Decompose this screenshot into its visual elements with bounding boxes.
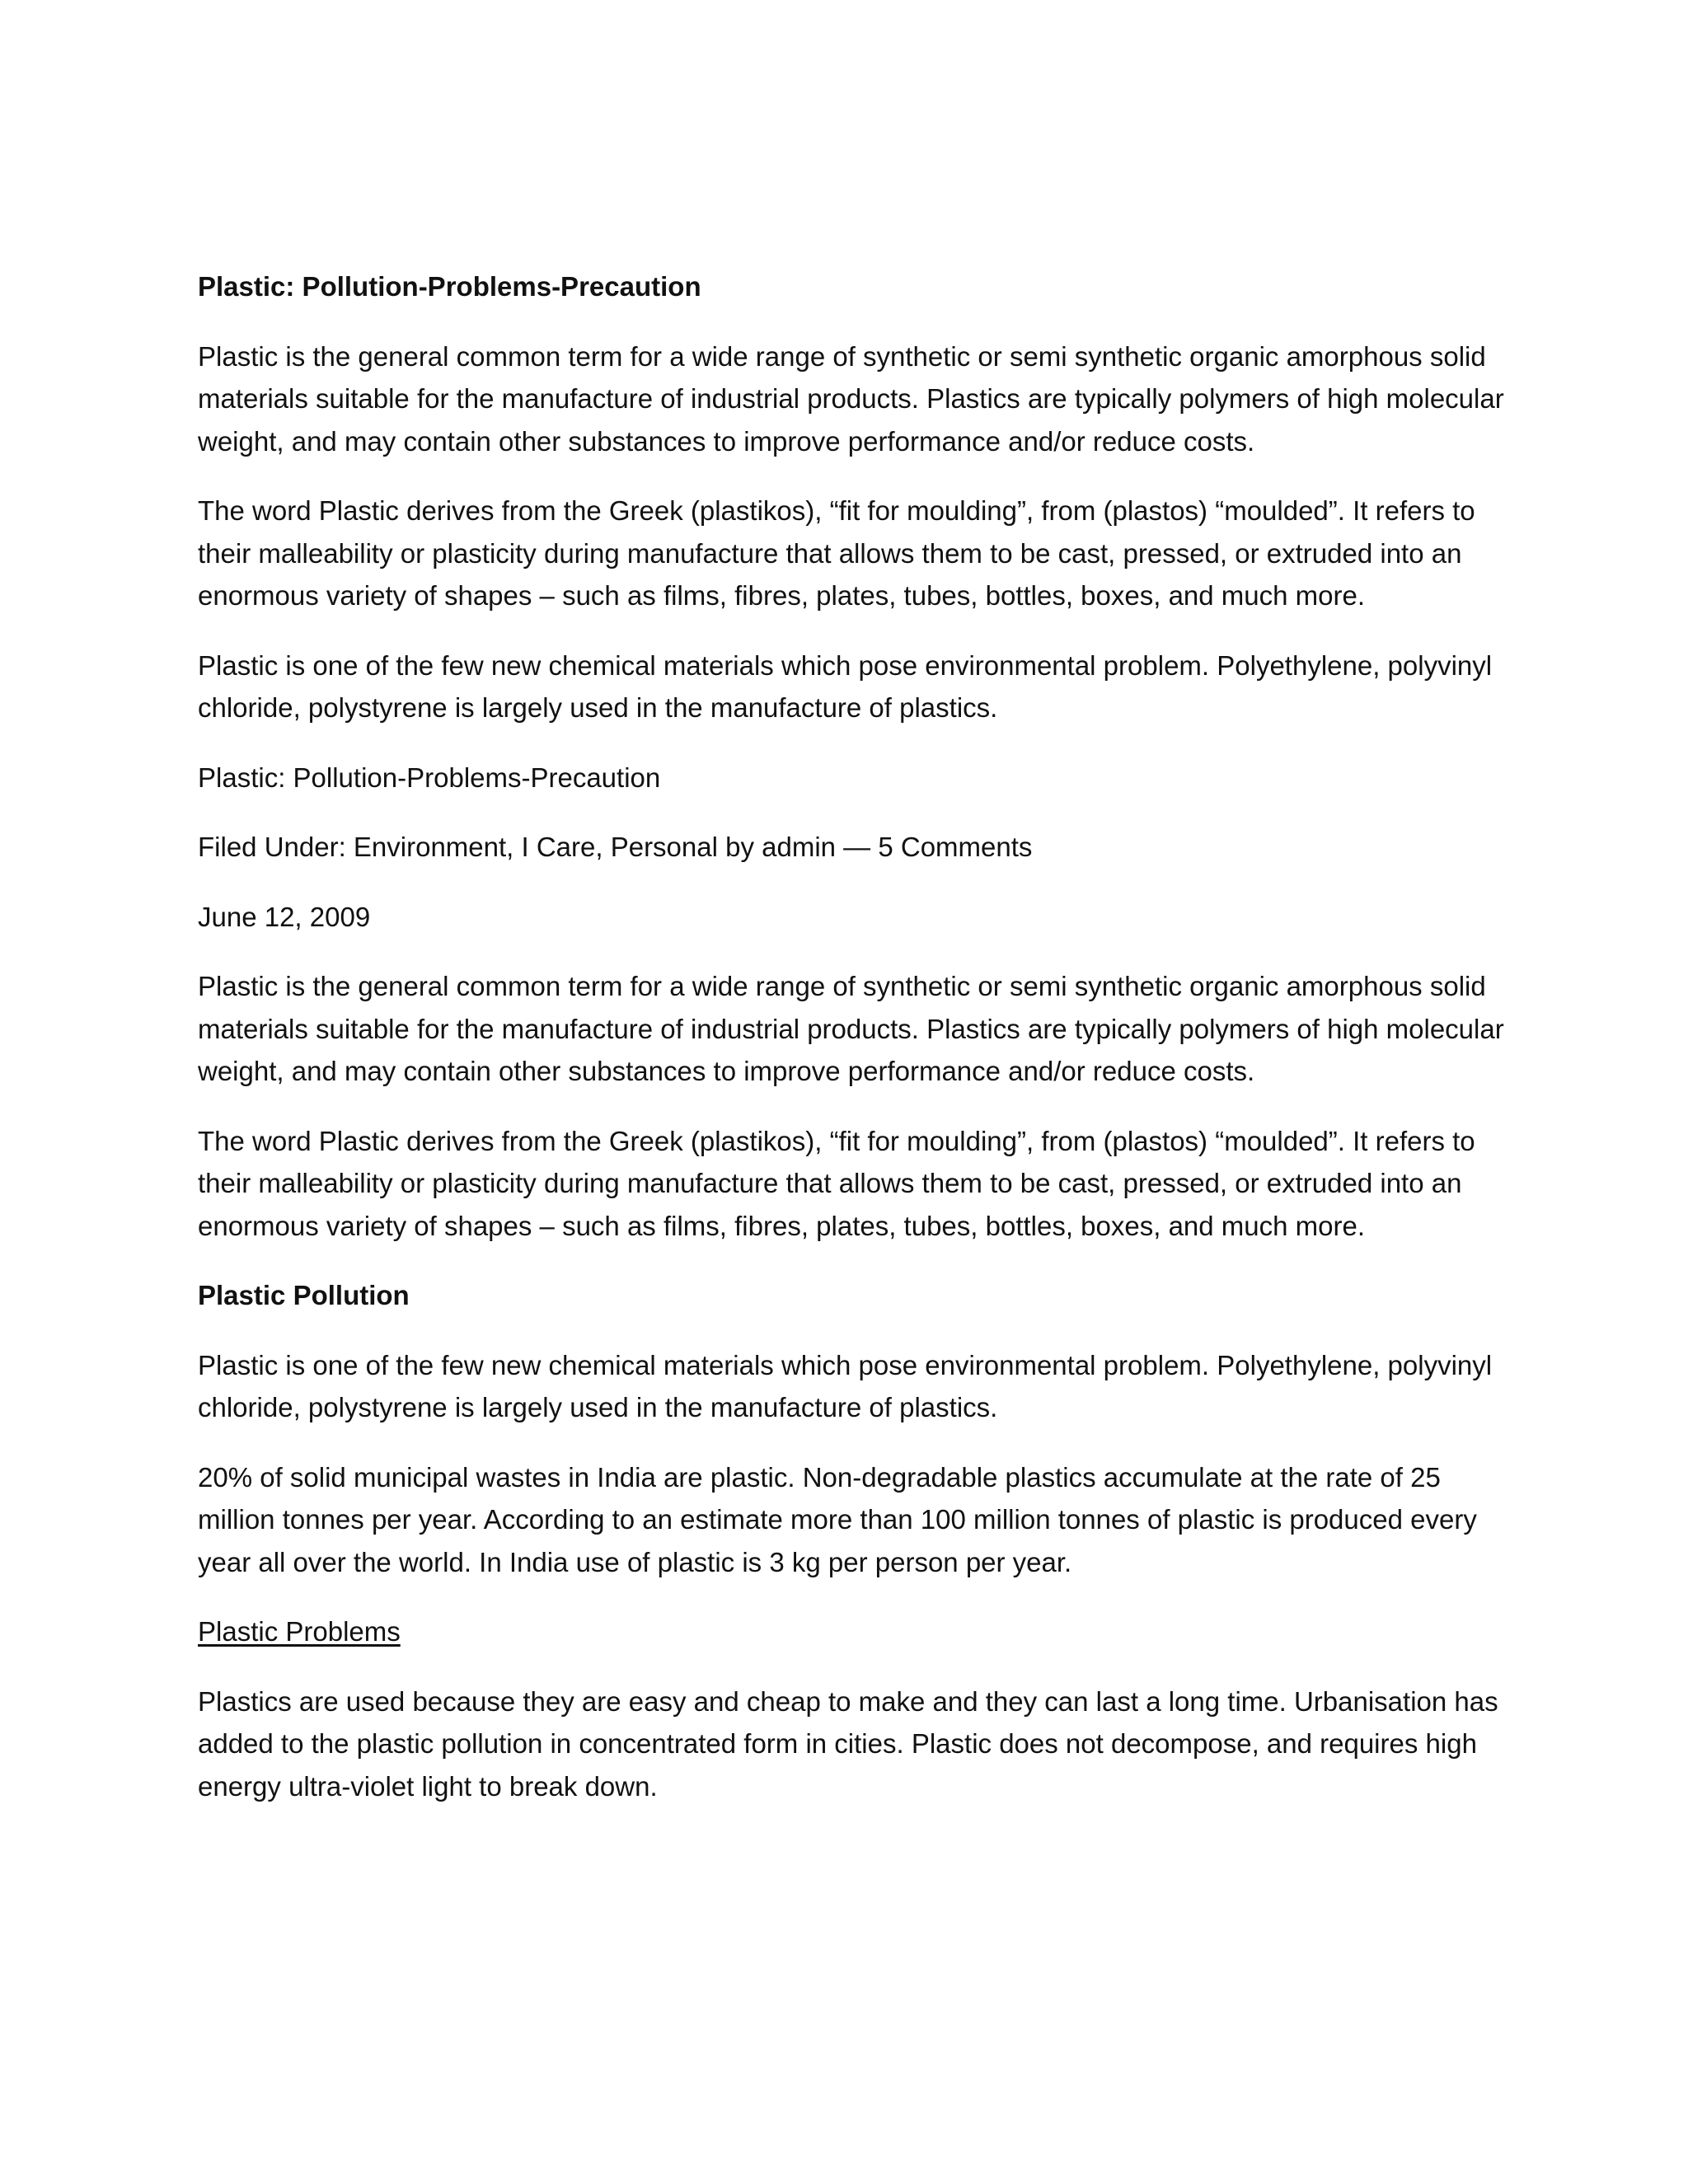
paragraph-statistics: 20% of solid municipal wastes in India are plastic. Non-degradable plastics accumulate at the rate of 25 million tonnes per year. According to an estimate more than 100 million tonnes of plastic is produced every year all over the world. In India use of plastic is 3 kg per person per year. xyxy=(198,1461,1477,1577)
heading-plastic-problems: Plastic Problems xyxy=(198,1616,401,1647)
post-date: June 12, 2009 xyxy=(198,901,371,932)
repeat-title: Plastic: Pollution-Problems-Precaution xyxy=(198,762,661,793)
paragraph-definition: Plastic is the general common term for a wide range of synthetic or semi synthetic organic amorphous solid materials suitable for the manufacture of industrial products. Plastics are typically polymers of high molecular weight, and may contain other substances to improve performance and/or reduce costs. xyxy=(198,340,1504,457)
filed-under-line: Filed Under: Environment, I Care, Personal by admin — 5 Comments xyxy=(198,832,1033,862)
document-title: Plastic: Pollution-Problems-Precaution xyxy=(198,271,701,302)
paragraph-definition-repeat: Plastic is the general common term for a wide range of synthetic or semi synthetic organic amorphous solid materials suitable for the manufacture of industrial products. Plastics are typically polymers of high molecular weight, and may contain other substances to improve performance and/or reduce costs. xyxy=(198,971,1504,1086)
paragraph-etymology-repeat: The word Plastic derives from the Greek (plastikos), “fit for moulding”, from (plastos) “moulded”. It refers to their malleability or plasticity during manufacture that allows them to be cast, pressed, or extruded into an enormous variety of shapes – such as films, fibres, plates, tubes, bottles, boxes, and much more. xyxy=(198,1125,1475,1241)
paragraph-environmental-problem-repeat: Plastic is one of the few new chemical materials which pose environmental problem. Polyethylene, polyvinyl chloride, polystyrene is largely used in the manufacture of plastics. xyxy=(198,1349,1493,1422)
heading-plastic-pollution: Plastic Pollution xyxy=(198,1280,410,1310)
paragraph-problems: Plastics are used because they are easy and cheap to make and they can last a long time. Urbanisation has added to the plastic pollution in concentrated form in cities. Plastic does not decompose, and requires high energy ultra-violet light to break down. xyxy=(198,1685,1498,1802)
paragraph-etymology: The word Plastic derives from the Greek (plastikos), “fit for moulding”, from (plastos) “moulded”. It refers to their malleability or plasticity during manufacture that allows them to be cast, pressed, or extruded into an enormous variety of shapes – such as films, fibres, plates, tubes, bottles, boxes, and much more. xyxy=(198,495,1475,611)
paragraph-environmental-problem: Plastic is one of the few new chemical materials which pose environmental problem. Polyethylene, polyvinyl chloride, polystyrene is largely used in the manufacture of plastics. xyxy=(198,649,1493,723)
document-page xyxy=(198,265,1517,1835)
